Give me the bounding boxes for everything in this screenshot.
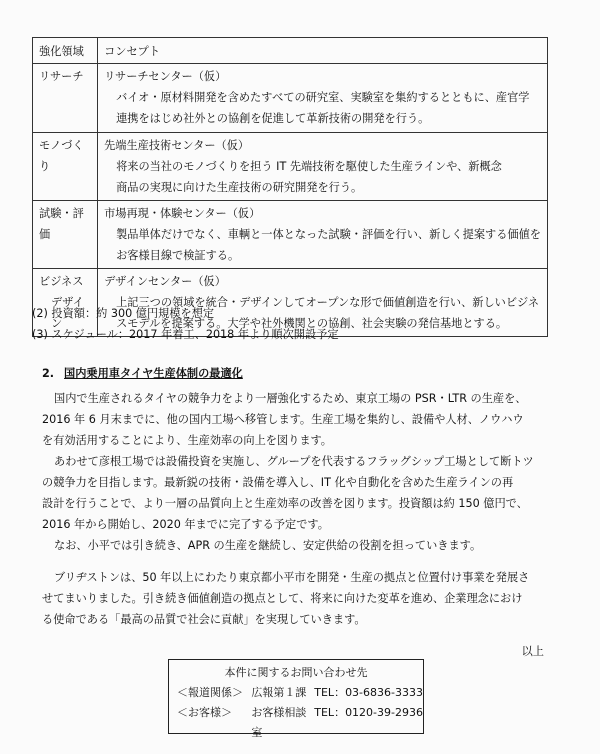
paragraph-line: ブリヂストンは、50 年以上にわたり東京都小平市を開発・生産の拠点と位置付け事業を発展さ (54, 571, 530, 584)
concept-line: 商品の実現に向けた生産技術の研究開発を行う。 (116, 181, 363, 194)
concept-line: 上記三つの領域を統合・デザインしてオープンな形で価値創造を行い、新しいビジネ (116, 296, 540, 309)
area-label: ビジネス (39, 275, 84, 288)
table-row (33, 133, 548, 201)
paragraph-line: の競争力を目指します。最新鋭の技術・設備を導入し、IT 化や自動化を含めた生産ラインの再 (42, 476, 514, 489)
area-cell (33, 133, 98, 201)
concept-title: リサーチセンター（仮） (104, 70, 227, 83)
concept-title: 先端生産技術センター（仮） (104, 139, 250, 152)
header-concept: コンセプト (98, 38, 548, 64)
section-paragraph (42, 535, 562, 556)
table-row (33, 201, 548, 269)
paragraph-line: せてまいりました。引き続き価値創造の拠点として、将来に向けた変革を進め、企業理念におけ (42, 592, 523, 605)
concept-cell (98, 64, 548, 133)
section-heading (42, 366, 243, 383)
concept-title: 市場再現・体験センター（仮） (104, 207, 261, 220)
concept-line: 将来の当社のモノづくりを担う IT 先端技術を駆使した生産ラインや、新概念 (116, 160, 502, 173)
closing-paragraph (42, 567, 562, 630)
closing-mark: 以上 (521, 645, 544, 658)
section-paragraph (42, 451, 562, 535)
contact-row (169, 683, 423, 703)
paragraph-line: 国内で生産されるタイヤの競争力をより一層強化するため、東京工場の PSR・LTR の生産を、 (54, 392, 527, 405)
contact-dept: お客様相談室 (251, 706, 307, 739)
area-cell (33, 201, 98, 269)
table-row (33, 64, 548, 133)
concept-title: デザインセンター（仮） (104, 275, 226, 288)
contact-label: ＜報道関係＞ (177, 686, 243, 699)
schedule-item: (3) スケジュール：2017 年着工、2018 年より順次開設予定 (32, 328, 339, 341)
section-number: 2. (42, 367, 55, 380)
contact-row (169, 703, 423, 743)
paragraph-line: を有効活用することにより、生産効率の向上を図ります。 (42, 434, 332, 447)
contact-box (168, 659, 424, 739)
paragraph-line: る使命である「最高の品質で社会に貢献」を実現していきます。 (42, 613, 366, 626)
area-label: リサーチ (39, 70, 84, 83)
focus-area-table (32, 37, 548, 337)
concept-line: バイオ・原材料開発を含めたすべての研究室、実験室を集約するとともに、産官学 (116, 91, 530, 104)
table-header-row (33, 38, 548, 64)
concept-line: スモデルを提案する。大学や社外機関との協創、社会実験の発信基地とする。 (116, 317, 508, 330)
paragraph-line: 2016 年 6 月末までに、他の国内工場へ移管します。生産工場を集約し、設備や人材、ノウハウ (42, 413, 524, 426)
contact-label: ＜お客様＞ (177, 706, 232, 719)
area-label: デザイン (51, 296, 84, 330)
contact-tel: TEL：03-6836-3333 (314, 686, 423, 699)
area-cell (33, 64, 98, 133)
area-label: モノづくり (39, 139, 84, 173)
area-label: 試験・評価 (39, 207, 84, 241)
paragraph-line: なお、小平では引き続き、APR の生産を継続し、安定供給の役割を担っていきます。 (54, 539, 482, 552)
concept-line: 製品単体だけでなく、車輌と一体となった試験・評価を行い、新しく提案する価値を (116, 228, 541, 241)
section-title: 国内乗用車タイヤ生産体制の最適化 (64, 367, 243, 380)
section-paragraph (42, 388, 562, 451)
paragraph-line: 設計を行うことで、より一層の品質向上と生産効率の改善を図ります。投資額は約 150 億円で、 (42, 497, 528, 510)
investment-item: (2) 投資額：約 300 億円規模を想定 (32, 307, 215, 320)
paragraph-line: あわせて彦根工場では設備投資を実施し、グループを代表するフラッグシップ工場として断トツ (54, 455, 534, 468)
concept-cell (98, 133, 548, 201)
concept-line: 連携をはじめ社外との協創を促進して革新技術の開発を行う。 (116, 112, 430, 125)
header-area: 強化領域 (33, 38, 98, 64)
concept-cell (98, 201, 548, 269)
contact-tel: TEL：0120-39-2936 (314, 706, 423, 719)
contact-title: 本件に関するお問い合わせ先 (224, 666, 368, 679)
contact-dept: 広報第１課 (251, 686, 307, 699)
paragraph-line: 2016 年から開始し、2020 年までに完了する予定です。 (42, 518, 329, 531)
concept-line: お客様目線で検証する。 (116, 249, 240, 262)
